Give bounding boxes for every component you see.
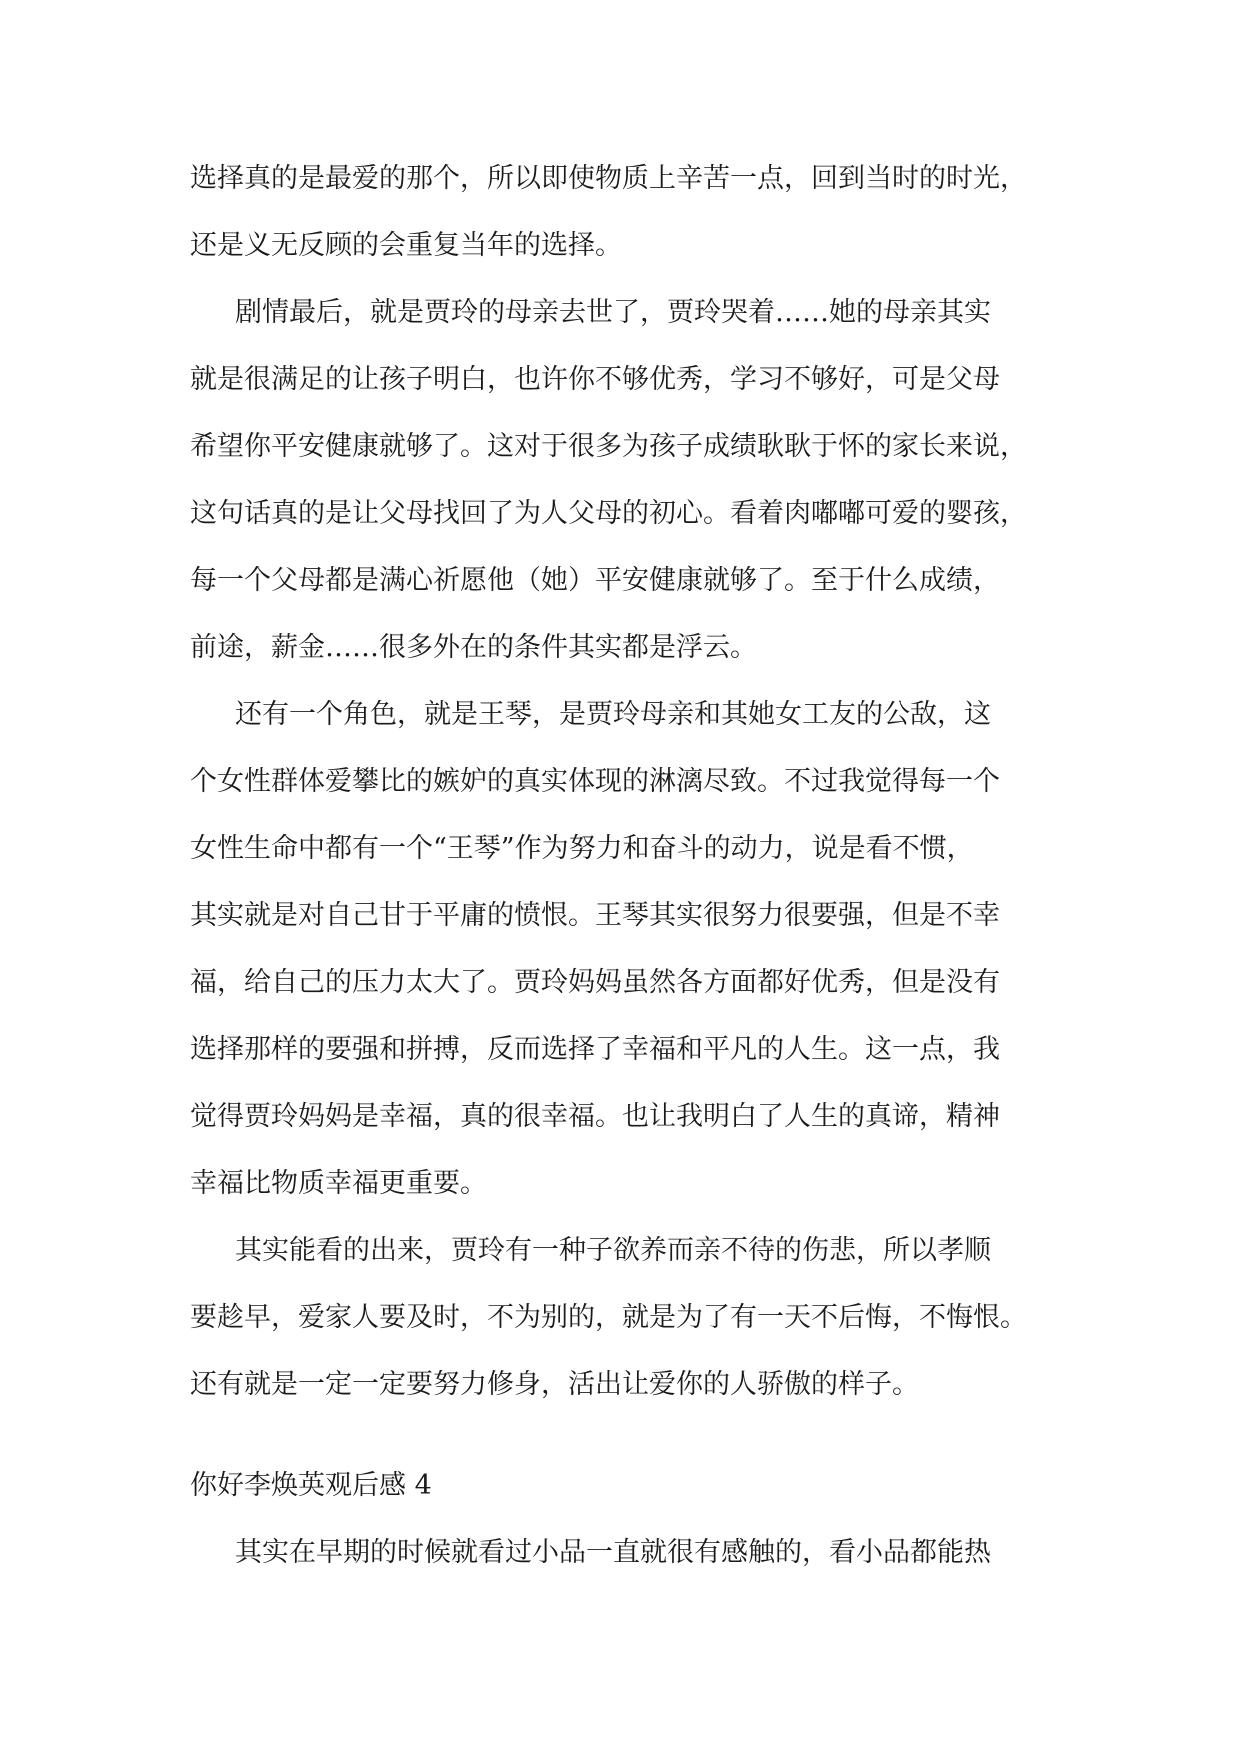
paragraph-line: 希望你平安健康就够了。这对于很多为孩子成绩耿耿于怀的家长来说， (190, 431, 1027, 462)
paragraph-2 (190, 279, 1055, 681)
paragraph-3 (190, 681, 1055, 1217)
paragraph-line: 前途，薪金……很多外在的条件其实都是浮云。 (190, 632, 757, 663)
paragraph-4 (190, 1217, 1055, 1418)
paragraph-line: 选择真的是最爱的那个，所以即使物质上辛苦一点，回到当时的时光， (190, 163, 1027, 194)
paragraph-line: 还是义无反顾的会重复当年的选择。 (190, 230, 622, 261)
paragraph-line: 剧情最后，就是贾玲的母亲去世了，贾玲哭着……她的母亲其实 (235, 297, 991, 328)
paragraph-line: 幸福比物质幸福更重要。 (190, 1168, 487, 1199)
paragraph-line: 要趁早，爱家人要及时，不为别的，就是为了有一天不后悔，不悔恨。 (190, 1302, 1027, 1333)
paragraph-5 (190, 1519, 1055, 1586)
paragraph-line: 选择那样的要强和拼搏，反而选择了幸福和平凡的人生。这一点，我 (190, 1034, 1000, 1065)
paragraph-line: 福，给自己的压力太大了。贾玲妈妈虽然各方面都好优秀，但是没有 (190, 967, 1000, 998)
paragraph-line: 其实能看的出来，贾玲有一种子欲养而亲不待的伤悲，所以孝顺 (235, 1235, 991, 1266)
paragraph-line: 就是很满足的让孩子明白，也许你不够优秀，学习不够好，可是父母 (190, 364, 1000, 395)
paragraph-line: 个女性群体爱攀比的嫉妒的真实体现的淋漓尽致。不过我觉得每一个 (190, 766, 1000, 797)
section-heading: 你好李焕英观后感 4 (190, 1470, 432, 1501)
paragraph-line: 其实就是对自己甘于平庸的愤恨。王琴其实很努力很要强，但是不幸 (190, 900, 1000, 931)
paragraph-line: 这句话真的是让父母找回了为人父母的初心。看着肉嘟嘟可爱的婴孩， (190, 498, 1027, 529)
body-text (190, 145, 1055, 1418)
paragraph-line: 还有一个角色，就是王琴，是贾玲母亲和其她女工友的公敌，这 (235, 699, 991, 730)
paragraph-line: 每一个父母都是满心祈愿他（她）平安健康就够了。至于什么成绩， (190, 565, 1000, 596)
paragraph-line: 还有就是一定一定要努力修身，活出让爱你的人骄傲的样子。 (190, 1369, 919, 1400)
paragraph-1 (190, 145, 1055, 279)
paragraph-line: 其实在早期的时候就看过小品一直就很有感触的，看小品都能热 (235, 1537, 991, 1568)
paragraph-line: 觉得贾玲妈妈是幸福，真的很幸福。也让我明白了人生的真谛，精神 (190, 1101, 1000, 1132)
paragraph-line: 女性生命中都有一个“王琴”作为努力和奋斗的动力，说是看不惯， (190, 833, 974, 864)
